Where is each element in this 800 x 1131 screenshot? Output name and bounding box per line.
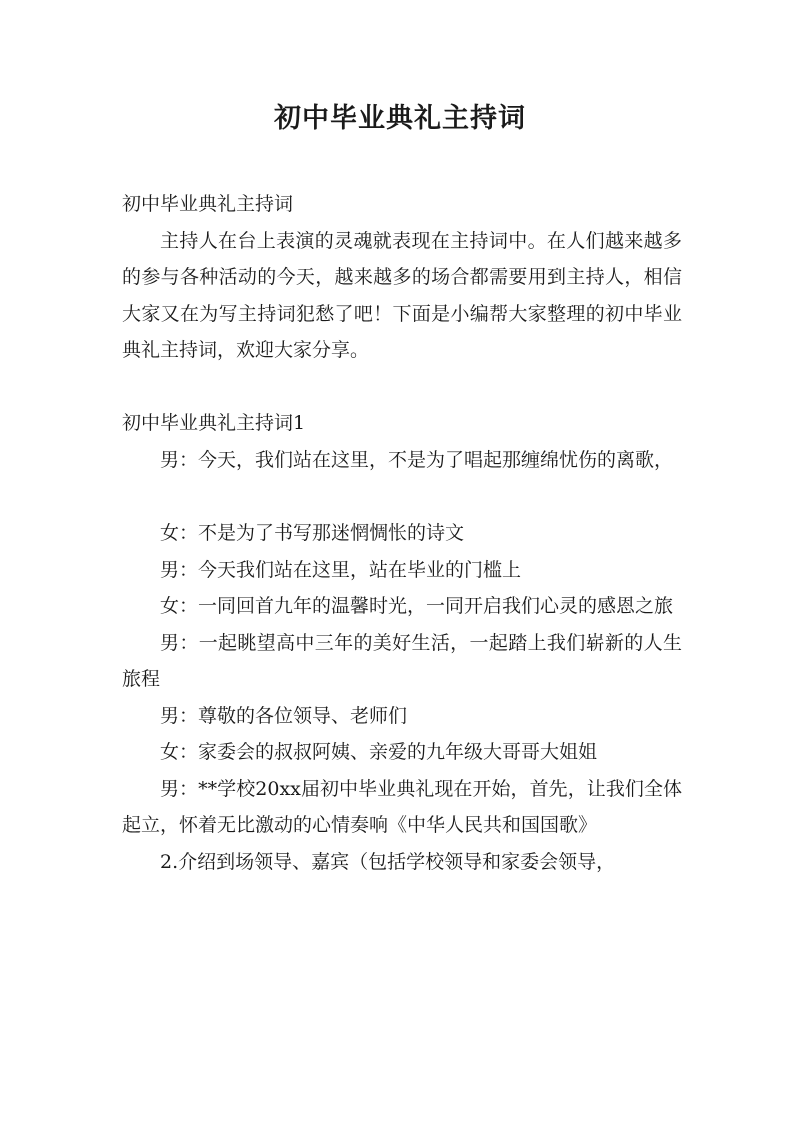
intro-paragraph: 主持人在台上表演的灵魂就表现在主持词中。在人们越来越多的参与各种活动的今天，越来越多的场合都需要用到主持人，相信大家又在为写主持词犯愁了吧！下面是小编帮大家整理的初中毕业典礼主持词，欢迎大家分享。: [122, 229, 682, 361]
dialogue-line-1: 男：今天，我们站在这里，不是为了唱起那缠绵忧伤的离歌，: [160, 448, 674, 471]
section-heading: 初中毕业典礼主持词1: [122, 412, 306, 434]
dialogue-line-3: 男：今天我们站在这里，站在毕业的门槛上: [160, 558, 522, 581]
paragraph-gap: [122, 369, 682, 406]
document-title: 初中毕业典礼主持词: [274, 103, 526, 134]
subtitle: 初中毕业典礼主持词: [122, 193, 294, 215]
dialogue-line-2: 女：不是为了书写那迷惘惆怅的诗文: [160, 522, 465, 544]
paragraph-gap: [122, 478, 682, 515]
dialogue-line-4: 女：一同回首九年的温馨时光，一同开启我们心灵的感恩之旅: [160, 595, 674, 617]
dialogue-line-6: 男：尊敬的各位领导、老师们: [160, 704, 408, 727]
document-body: [122, 186, 682, 880]
dialogue-line-5: 男：一起眺望高中三年的美好生活，一起踏上我们崭新的人生旅程: [122, 631, 682, 690]
dialogue-line-9: 2.介绍到场领导、嘉宾（包括学校领导和家委会领导，: [160, 850, 616, 873]
dialogue-line-7: 女：家委会的叔叔阿姨、亲爱的九年级大哥哥大姐姐: [160, 741, 598, 763]
dialogue-line-8: 男：**学校20xx届初中毕业典礼现在开始，首先，让我们全体起立，怀着无比激动的心情奏响《中华人民共和国国歌》: [122, 777, 682, 836]
